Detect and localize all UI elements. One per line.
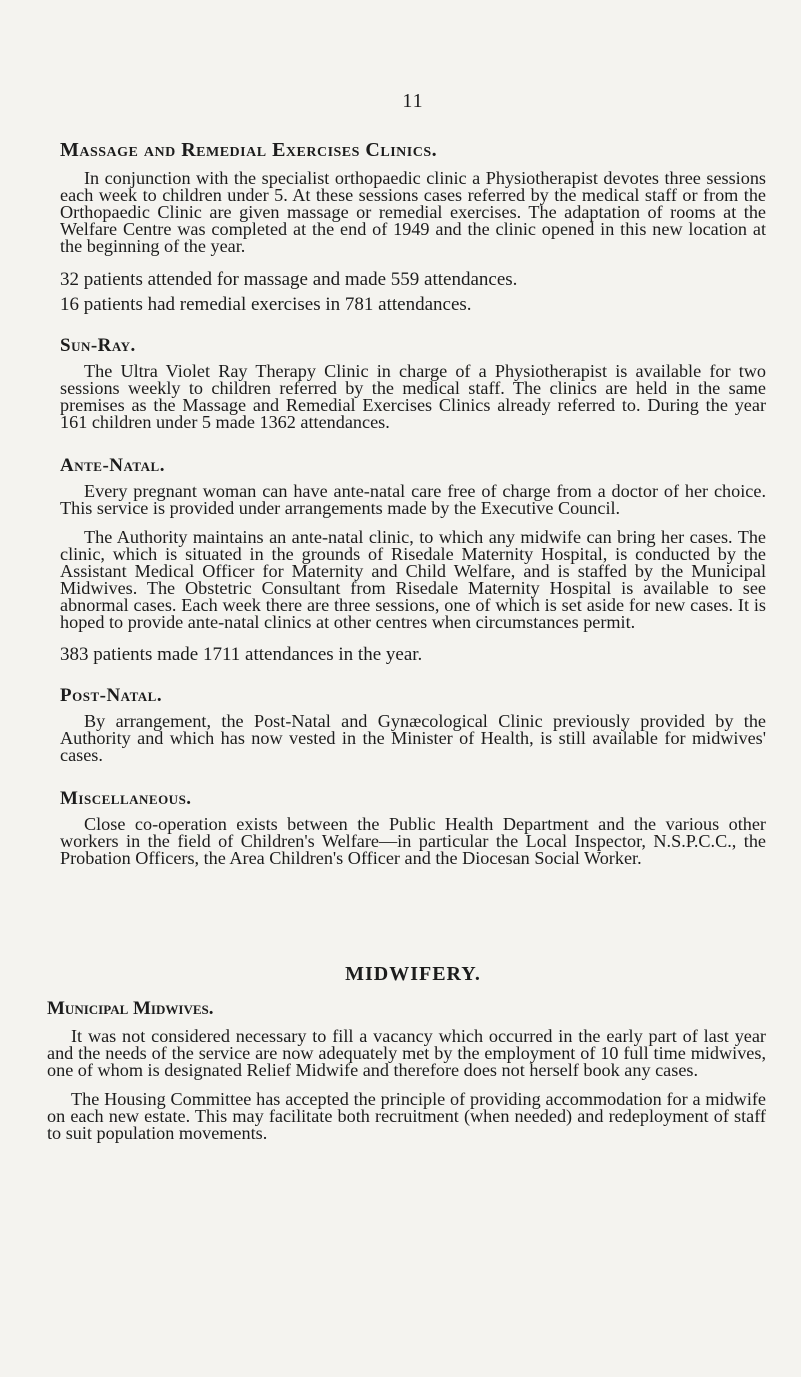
antenatal-section xyxy=(60,455,766,667)
massage-stat-patients: 32 patients attended for massage and made 559 attendances. xyxy=(60,269,518,290)
antenatal-heading: Ante-Natal. xyxy=(60,455,165,476)
postnatal-heading: Post-Natal. xyxy=(60,685,163,706)
miscellaneous-heading: Miscellaneous. xyxy=(60,788,192,809)
massage-heading: Massage and Remedial Exercises Clinics. xyxy=(60,139,438,161)
midwifery-paragraph-1: It was not considered necessary to fill a vacancy which occurred in the early part of last year and the needs of the service are now adequately met by the employment of 10 full time midwives, one of whom is designated Relief Midwife and therefore does not herself book any cases. xyxy=(47,1026,766,1080)
document-page xyxy=(47,90,766,1154)
midwifery-paragraph-2: The Housing Committee has accepted the principle of providing accommodation for a midwife on each new estate. This may facilitate both recruitment (when needed) and redeployment of staff to suit population movements. xyxy=(47,1089,766,1143)
miscellaneous-paragraph: Close co-operation exists between the Public Health Department and the various other workers in the field of Children's Welfare—in particular the Local Inspector, N.S.P.C.C., the Probation Officers, the Area Children's Officer and the Diocesan Social Worker. xyxy=(60,814,766,868)
antenatal-stat: 383 patients made 1711 attendances in the year. xyxy=(60,644,423,665)
massage-paragraph: In conjunction with the specialist orthopaedic clinic a Physiotherapist devotes three sessions each week to children under 5. At these sessions cases referred by the medical staff or from the Orthopaedic Clinic are given massage or remedial exercises. The adaptation of rooms at the Welfare Centre was completed at the end of 1949 and the clinic opened in this new location at the beginning of the year. xyxy=(60,168,766,256)
miscellaneous-section xyxy=(60,788,766,867)
antenatal-paragraph-2: The Authority maintains an ante-natal clinic, to which any midwife can bring her cases. The clinic, which is situated in the grounds of Risedale Maternity Hospital, is conducted by the Assistant Medical Officer for Maternity and Child Welfare, and is staffed by the Municipal Midwives. The Obstetric Consultant from Risedale Maternity Hospital is available to see abnormal cases. Each week there are three sessions, one of which is set aside for new cases. It is hoped to provide ante-natal clinics at other centres when circumstances permit. xyxy=(60,527,766,632)
postnatal-paragraph: By arrangement, the Post-Natal and Gynæcological Clinic previously provided by the Authority and which has now vested in the Minister of Health, is still available for midwives' cases. xyxy=(60,711,766,765)
antenatal-paragraph-1: Every pregnant woman can have ante-natal care free of charge from a doctor of her choice. This service is provided under arrangements made by the Executive Council. xyxy=(60,481,766,518)
massage-section xyxy=(60,139,766,317)
remedial-stat-patients: 16 patients had remedial exercises in 781 attendances. xyxy=(60,294,472,315)
municipal-midwives-heading: Municipal Midwives. xyxy=(47,998,214,1019)
sunray-paragraph: The Ultra Violet Ray Therapy Clinic in charge of a Physiotherapist is available for two sessions weekly to children referred by the medical staff. The clinics are held in the same premises as the Massage and Remedial Exercises Clinics already referred to. During the year 161 children under 5 made 1362 attendances. xyxy=(60,361,766,432)
page-number: 11 xyxy=(402,90,424,112)
postnatal-section xyxy=(60,685,766,764)
massage-stats xyxy=(60,267,766,317)
midwifery-section xyxy=(47,963,766,1143)
sunray-heading: Sun-Ray. xyxy=(60,335,136,356)
midwifery-title: MIDWIFERY. xyxy=(345,963,481,985)
sunray-section xyxy=(60,335,766,431)
